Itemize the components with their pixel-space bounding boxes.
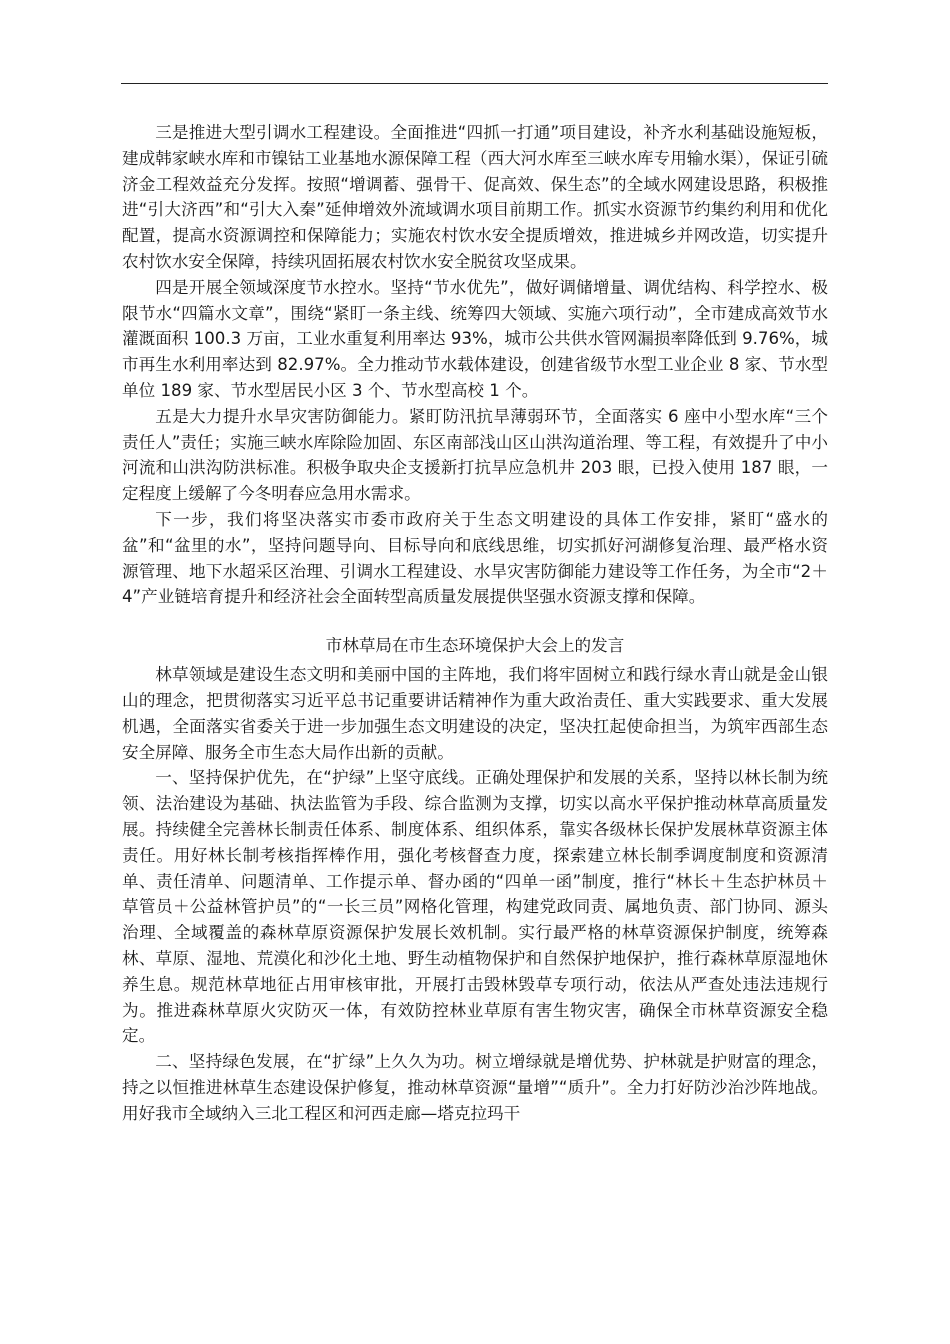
section-title: 市林草局在市生态环境保护大会上的发言 [325, 636, 625, 656]
header-rule [121, 83, 828, 84]
paragraph: 五是大力提升水旱灾害防御能力。紧盯防汛抗旱薄弱环节，全面落实 6 座中小型水库“三个责任人”责任；实施三峡水库除险加固、东区南部浅山区山洪沟道治理、等工程，有效提升了中小河流和山洪沟防洪标准。积极争取央企支援新打抗旱应急机井 203 眼，已投入使用 187 眼，一定程度上缓解了今冬明春应急用水需求。 [122, 406, 828, 504]
paragraph: 林草领域是建设生态文明和美丽中国的主阵地，我们将牢固树立和践行绿水青山就是金山银山的理念，把贯彻落实习近平总书记重要讲话精神作为重大政治责任、重大实践要求、重大发展机遇，全面落实省委关于进一步加强生态文明建设的决定，坚决扛起使命担当，为筑牢西部生态安全屏障、服务全市生态大局作出新的贡献。 [122, 665, 828, 762]
paragraph: 四是开展全领域深度节水控水。坚持“节水优先”，做好调储增量、调优结构、科学控水、极限节水“四篇水文章”，围绕“紧盯一条主线、统筹四大领域、实施六项行动”，全市建成高效节水灌溉面积 100.3 万亩，工业水重复利用率达 93%，城市公共供水管网漏损率降低到 9.76%，城市再生水利用率达到 82.97%。全力推动节水载体建设，创建省级节水型工业企业 8 家、节水型单位 189 家、节水型居民小区 3 个、节水型高校 1 个。 [122, 277, 828, 400]
paragraph: 下一步，我们将坚决落实市委市政府关于生态文明建设的具体工作安排，紧盯“盛水的盆”和“盆里的水”，坚持问题导向、目标导向和底线思维，切实抓好河湖修复治理、最严格水资源管理、地下水超采区治理、引调水工程建设、水旱灾害防御能力建设等工作任务，为全市“2＋4”产业链培育提升和经济社会全面转型高质量发展提供坚强水资源支撑和保障。 [122, 509, 828, 607]
paragraph: 二、坚持绿色发展，在“扩绿”上久久为功。树立增绿就是增优势、护林就是护财富的理念，持之以恒推进林草生态建设保护修复，推动林草资源“量增”“质升”。全力打好防沙治沙阵地战。用好我市全域纳入三北工程区和河西走廊—塔克拉玛干 [122, 1052, 828, 1123]
paragraph: 一、坚持保护优先，在“护绿”上坚守底线。正确处理保护和发展的关系，坚持以林长制为统领、法治建设为基础、执法监管为手段、综合监测为支撑，切实以高水平保护推动林草高质量发展。持续健全完善林长制责任体系、制度体系、组织体系，靠实各级林长保护发展林草资源主体责任。用好林长制考核指挥棒作用，强化考核督查力度，探索建立林长制季调度制度和资源清单、责任清单、问题清单、工作提示单、督办函的“四单一函”制度，推行“林长＋生态护林员＋草管员＋公益林管护员”的“一长三员”网格化管理，构建党政同责、属地负责、部门协同、源头治理、全域覆盖的森林草原资源保护发展长效机制。实行最严格的林草资源保护制度，统筹森林、草原、湿地、荒漠化和沙化土地、野生动植物保护和自然保护地保护，推行森林草原湿地休养生息。规范林草地征占用审核审批，开展打击毁林毁草专项行动，依法从严查处违法违规行为。推进森林草原火灾防灭一体，有效防控林业草原有害生物灾害，确保全市林草资源安全稳定。 [122, 768, 828, 1046]
document-body [122, 120, 828, 1126]
paragraph: 三是推进大型引调水工程建设。全面推进“四抓一打通”项目建设，补齐水利基础设施短板，建成韩家峡水库和市镍钴工业基地水源保障工程（西大河水库至三峡水库专用输水渠），保证引硫济金工程效益充分发挥。按照“增调蓄、强骨干、促高效、保生态”的全域水网建设思路，积极推进“引大济西”和“引大入秦”延伸增效外流域调水项目前期工作。抓实水资源节约集约利用和优化配置，提高水资源调控和保障能力；实施农村饮水安全提质增效，推进城乡并网改造，切实提升农村饮水安全保障，持续巩固拓展农村饮水安全脱贫攻坚成果。 [122, 123, 828, 271]
